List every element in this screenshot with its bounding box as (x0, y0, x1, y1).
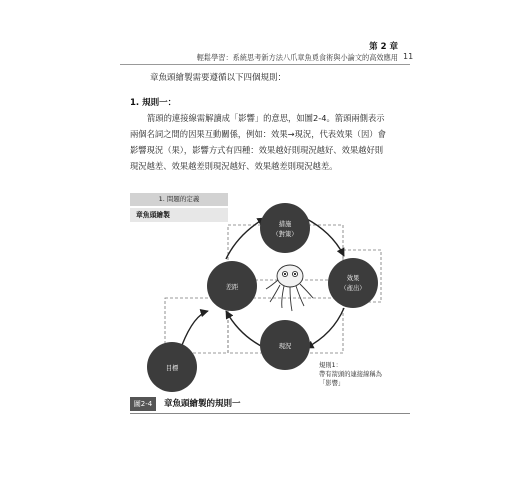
paragraph-line: 現況越差、效果越差則現況越好、效果越差則現況越差。 (130, 161, 338, 171)
paragraph-line: 兩個名詞之間的因果互動關係，例如：效果→現況，代表效果（因）會 (130, 129, 386, 139)
intro-sentence: 章魚頭繪製需要遵循以下四個規則： (150, 73, 287, 83)
rule-note-line: 帶有箭頭的連接線稱為 (319, 371, 382, 378)
node-measure (260, 203, 310, 253)
body-paragraph (130, 110, 412, 174)
node-effect-sublabel: （產出） (340, 285, 366, 292)
node-effect (328, 258, 378, 308)
node-gap-label: 差距 (225, 284, 239, 291)
chapter-label: 第 2 章 (369, 42, 398, 52)
octopus-head-diagram (120, 190, 420, 395)
figure-caption (130, 397, 410, 414)
arrow-effect-to-status (306, 308, 344, 348)
figure-caption-text: 章魚頭繪製的規則一 (164, 399, 241, 409)
header-divider (120, 64, 410, 65)
rule-note-line: 「影響」 (319, 380, 345, 387)
arrow-measure-to-effect (305, 218, 344, 256)
node-measure-sublabel: （對策） (272, 231, 298, 238)
running-title: 輕鬆學習：系統思考新方法八爪章魚覓食術與小論文的高效應用 (196, 53, 398, 62)
node-effect-label: 效果 (346, 275, 360, 282)
paragraph-line: 箭頭的連接線需解讀成「影響」的意思，如圖2-4。箭頭兩側表示 (147, 113, 385, 123)
arrow-gap-to-measure (226, 218, 265, 259)
figure-number-tag: 圖2-4 (130, 397, 156, 411)
node-gap (207, 261, 257, 311)
figure-box-subtitle: 章魚頭繪製 (130, 208, 228, 222)
octopus-icon (266, 265, 313, 311)
page-header (160, 42, 398, 63)
page-number: 11 (403, 52, 414, 61)
node-goal (147, 342, 197, 392)
node-status (260, 320, 310, 370)
node-status-label: 現況 (278, 343, 292, 350)
paragraph-line: 影響現況（果），影響方式有四種：效果越好則現況越好、效果越好則 (130, 145, 384, 155)
arrow-goal-to-gap (182, 311, 208, 345)
node-goal-label: 目標 (165, 365, 179, 372)
rule-heading: 1. 規則一： (130, 98, 177, 108)
rule-note-title: 規則1： (319, 362, 342, 369)
node-measure-label: 措施 (278, 221, 292, 228)
arrow-status-to-gap (226, 311, 265, 348)
figure-box-title: 1. 問題的定義 (130, 193, 228, 206)
